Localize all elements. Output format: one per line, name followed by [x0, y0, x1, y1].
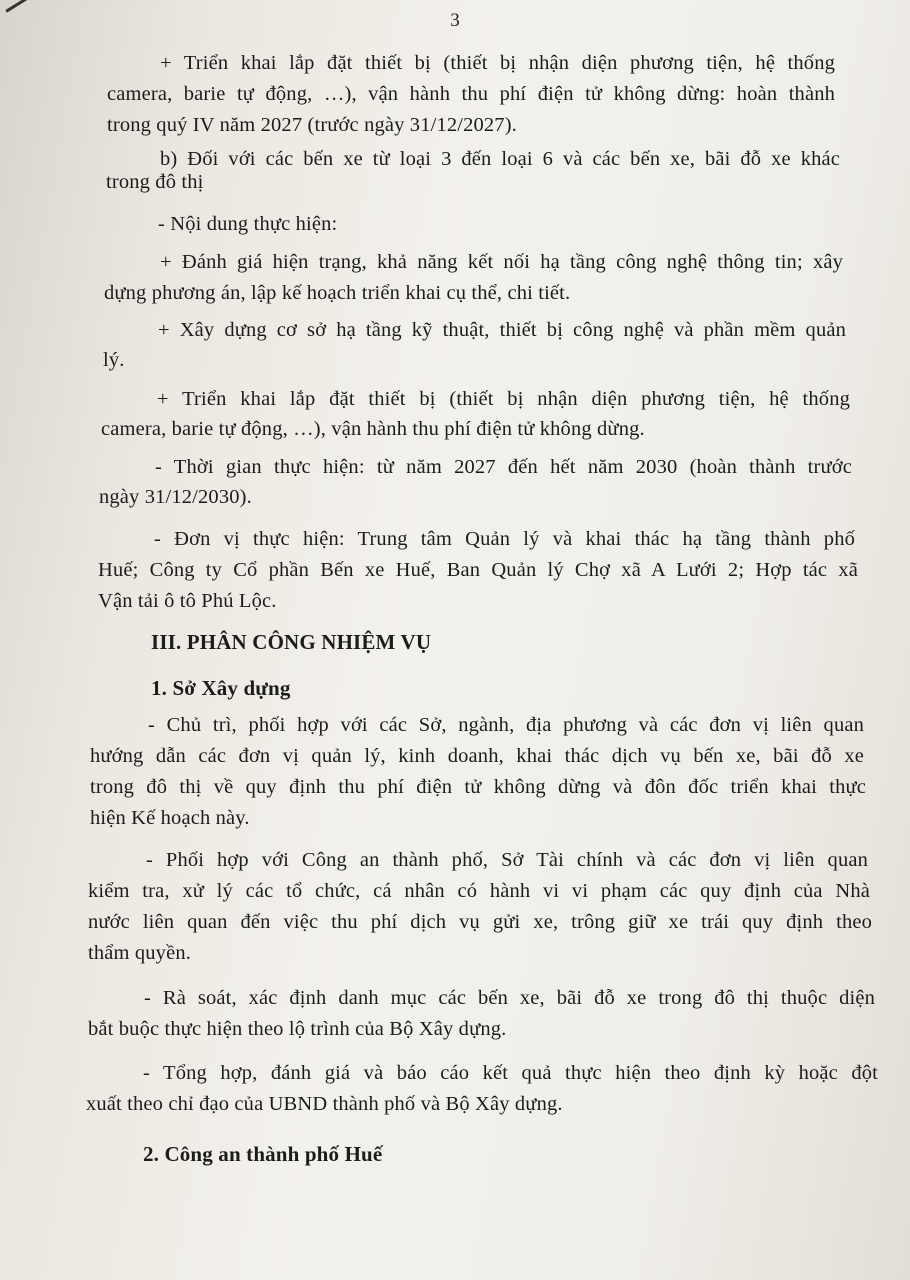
text-line: - Phối hợp với Công an thành phố, Sở Tài chính và các đơn vị liên quan — [146, 849, 868, 871]
text-line: dựng phương án, lập kế hoạch triển khai cụ thể, chi tiết. — [104, 282, 571, 304]
text-line: + Đánh giá hiện trạng, khả năng kết nối hạ tầng công nghệ thông tin; xây — [160, 251, 843, 273]
text-line: hiện Kế hoạch này. — [90, 807, 250, 829]
subsection-heading: 1. Sở Xây dựng — [151, 676, 291, 700]
text-line: xuất theo chỉ đạo của UBND thành phố và Bộ Xây dựng. — [86, 1093, 563, 1115]
text-line: - Chủ trì, phối hợp với các Sở, ngành, địa phương và các đơn vị liên quan — [148, 714, 864, 736]
text-line: camera, barie tự động, …), vận hành thu phí điện tử không dừng: hoàn thành — [107, 83, 835, 105]
section-heading: III. PHÂN CÔNG NHIỆM VỤ — [151, 630, 432, 654]
text-line: - Rà soát, xác định danh mục các bến xe, bãi đỗ xe trong đô thị thuộc diện — [144, 987, 875, 1009]
text-line: Huế; Công ty Cổ phần Bến xe Huế, Ban Quản lý Chợ xã A Lưới 2; Hợp tác xã — [98, 559, 858, 581]
text-line: - Tổng hợp, đánh giá và báo cáo kết quả thực hiện theo định kỳ hoặc đột — [143, 1062, 878, 1084]
text-line: thẩm quyền. — [88, 942, 191, 964]
text-line: - Đơn vị thực hiện: Trung tâm Quản lý và khai thác hạ tầng thành phố — [154, 528, 855, 550]
text-line: trong quý IV năm 2027 (trước ngày 31/12/2027). — [107, 114, 517, 136]
text-line: trong đô thị về quy định thu phí điện tử không dừng và đôn đốc triển khai thực — [90, 776, 866, 798]
page-number: 3 — [450, 10, 460, 31]
text-line: - Nội dung thực hiện: — [158, 213, 338, 235]
text-line: + Xây dựng cơ sở hạ tầng kỹ thuật, thiết bị công nghệ và phần mềm quản — [158, 319, 846, 341]
text-line: - Thời gian thực hiện: từ năm 2027 đến hết năm 2030 (hoàn thành trước — [155, 456, 852, 478]
text-line: trong đô thị — [106, 171, 204, 193]
text-line: bắt buộc thực hiện theo lộ trình của Bộ Xây dựng. — [88, 1018, 507, 1040]
text-line: nước liên quan đến việc thu phí dịch vụ gửi xe, trông giữ xe trái quy định theo — [88, 911, 872, 933]
text-line: b) Đối với các bến xe từ loại 3 đến loại 6 và các bến xe, bãi đỗ xe khác — [160, 148, 840, 170]
text-line: + Triển khai lắp đặt thiết bị (thiết bị nhận diện phương tiện, hệ thống — [157, 388, 850, 410]
text-line: lý. — [103, 349, 125, 371]
text-line: Vận tải ô tô Phú Lộc. — [98, 590, 277, 612]
subsection-heading: 2. Công an thành phố Huế — [143, 1142, 383, 1166]
text-line: kiểm tra, xử lý các tổ chức, cá nhân có hành vi vi phạm các quy định của Nhà — [88, 880, 870, 902]
text-line: camera, barie tự động, …), vận hành thu phí điện tử không dừng. — [101, 418, 645, 440]
text-line: + Triển khai lắp đặt thiết bị (thiết bị nhận diện phương tiện, hệ thống — [160, 52, 835, 74]
text-line: ngày 31/12/2030). — [99, 486, 252, 508]
text-line: hướng dẫn các đơn vị quản lý, kinh doanh, khai thác dịch vụ bến xe, bãi đỗ xe — [90, 745, 864, 767]
